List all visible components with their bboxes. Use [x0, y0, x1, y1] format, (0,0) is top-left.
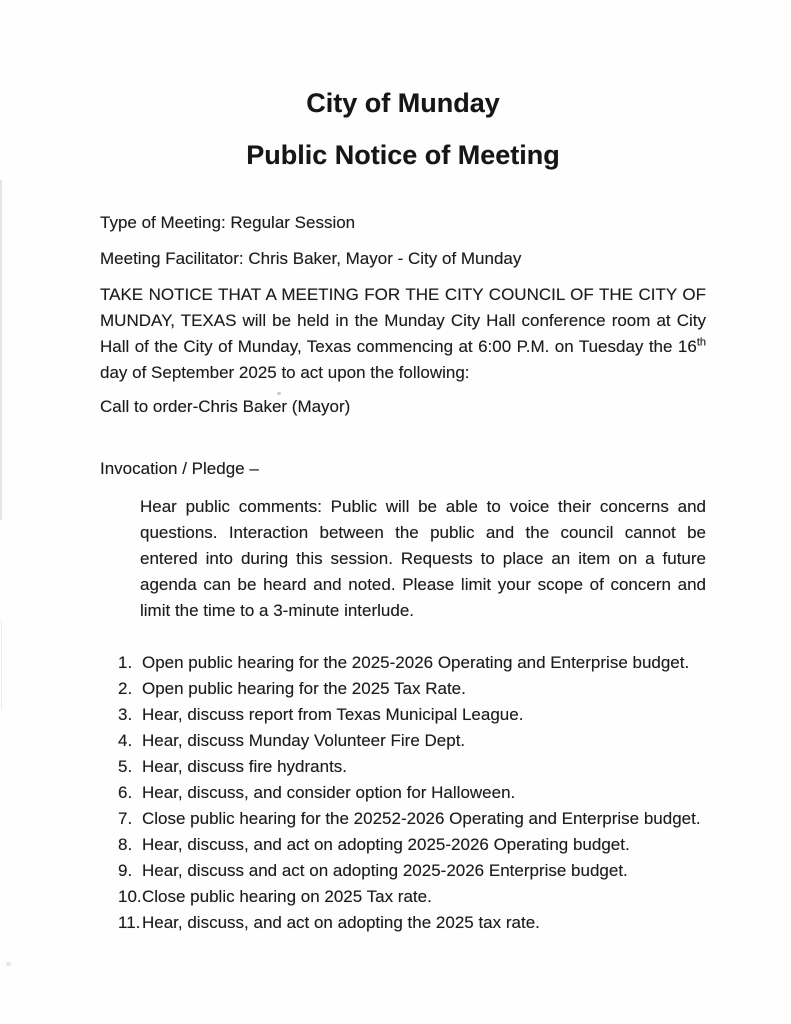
agenda-item-text: Open public hearing for the 2025 Tax Rate.	[142, 679, 466, 698]
agenda-item-number: 3.	[118, 705, 133, 724]
agenda-item	[118, 728, 706, 754]
agenda-list	[118, 650, 706, 936]
scan-artifact-edge-line-2	[1, 620, 2, 710]
agenda-item-text: Hear, discuss report from Texas Municipal League.	[142, 705, 524, 724]
meeting-facilitator-line: Meeting Facilitator: Chris Baker, Mayor - City of Munday	[100, 249, 522, 268]
agenda-item	[118, 702, 706, 728]
agenda-item	[118, 910, 706, 936]
agenda-item-number: 2.	[118, 679, 133, 698]
agenda-item-text: Close public hearing on 2025 Tax rate.	[142, 887, 432, 906]
agenda-item	[118, 676, 706, 702]
agenda-item	[118, 858, 706, 884]
agenda-item-number: 5.	[118, 757, 133, 776]
take-notice-text-before: TAKE NOTICE THAT A MEETING FOR THE CITY COUNCIL OF THE CITY OF MUNDAY, TEXAS will be held in the Munday City Hall conference room at City Hall of the City of Munday, Texas commencing at 6:00 P.M. on Tuesday the 16	[100, 285, 706, 356]
agenda-item-text: Hear, discuss fire hydrants.	[142, 757, 348, 776]
agenda-item-number: 6.	[118, 783, 133, 802]
agenda-item-text: Hear, discuss, and act on adopting 2025-2026 Operating budget.	[142, 835, 630, 854]
public-comments-paragraph: Hear public comments: Public will be able to voice their concerns and questions. Interaction between the public and the council cannot be entered into during this session. Requests to place an item on a future agenda can be heard and noted. Please limit your scope of concern and limit the time to a 3-minute interlude.	[140, 497, 706, 620]
take-notice-text-after: day of September 2025 to act upon the following:	[100, 363, 470, 382]
take-notice-paragraph	[100, 282, 706, 386]
scan-artifact-edge-line	[0, 180, 2, 520]
agenda-item	[118, 650, 706, 676]
agenda-item-text: Hear, discuss Munday Volunteer Fire Dept.	[142, 731, 466, 750]
agenda-item	[118, 806, 706, 832]
agenda-item	[118, 884, 706, 910]
document-content	[100, 86, 706, 936]
document-title-city: City of Munday	[306, 88, 500, 118]
agenda-item-text: Hear, discuss, and consider option for Halloween.	[142, 783, 516, 802]
call-to-order-line: Call to order-Chris Baker (Mayor)	[100, 397, 351, 416]
invocation-pledge-line: Invocation / Pledge –	[100, 459, 259, 478]
agenda-item	[118, 754, 706, 780]
agenda-item-number: 8.	[118, 835, 133, 854]
agenda-item-text: Close public hearing for the 20252-2026 Operating and Enterprise budget.	[142, 809, 701, 828]
agenda-item-number: 4.	[118, 731, 133, 750]
agenda-item-number: 11.	[118, 913, 141, 932]
agenda-item-number: 10.	[118, 887, 142, 906]
meeting-type-line: Type of Meeting: Regular Session	[100, 213, 356, 232]
agenda-item-number: 7.	[118, 809, 133, 828]
document-title-notice: Public Notice of Meeting	[246, 140, 560, 170]
agenda-item-number: 9.	[118, 861, 133, 880]
agenda-item-text: Hear, discuss and act on adopting 2025-2026 Enterprise budget.	[142, 861, 628, 880]
ordinal-superscript: th	[696, 336, 706, 349]
agenda-item-text: Open public hearing for the 2025-2026 Operating and Enterprise budget.	[142, 653, 690, 672]
agenda-item-number: 1.	[118, 653, 133, 672]
agenda-item-text: Hear, discuss, and act on adopting the 2025 tax rate.	[142, 913, 540, 932]
scan-artifact-speck	[6, 962, 11, 966]
agenda-item	[118, 780, 706, 806]
agenda-item	[118, 832, 706, 858]
